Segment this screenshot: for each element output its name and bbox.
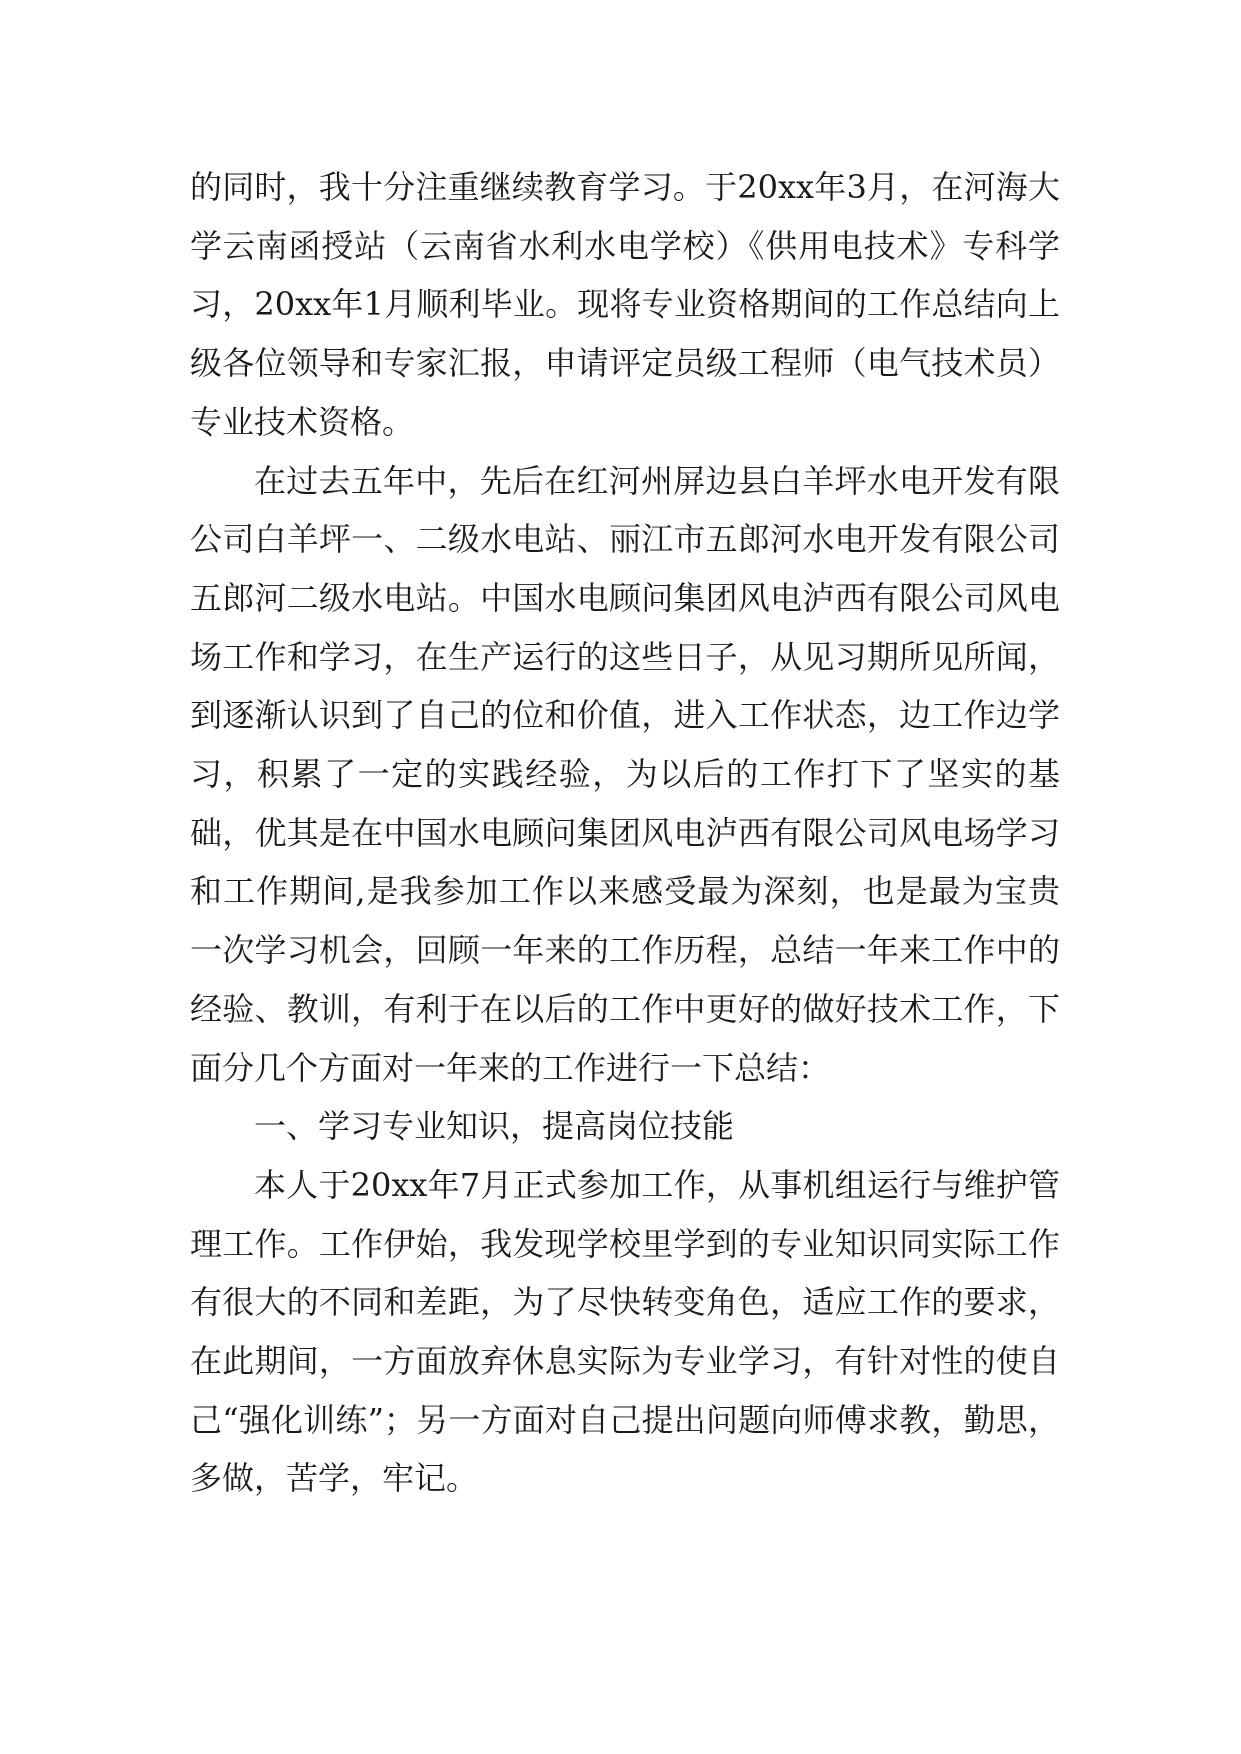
paragraph-work-history: 在过去五年中，先后在红河州屏边县白羊坪水电开发有限公司白羊坪一、二级水电站、丽江市五郎河水电开发有限公司五郎河二级水电站。中国水电顾问集团风电泸西有限公司风电场工作和学习，在生产运行的这些日子，从见习期所见所闻，到逐渐认识到了自己的位和价值，进入工作状态，边工作边学习，积累了一定的实践经验，为以后的工作打下了坚实的基础，优其是在中国水电顾问集团风电泸西有限公司风电场学习和工作期间,是我参加工作以来感受最为深刻，也是最为宝贵一次学习机会，回顾一年来的工作历程，总结一年来工作中的经验、教训，有利于在以后的工作中更好的做好技术工作，下面分几个方面对一年来的工作进行一下总结： [190,461,1060,1087]
paragraph-study: 本人于20xx年7月正式参加工作，从事机组运行与维护管理工作。工作伊始，我发现学校里学到的专业知识同实际工作有很大的不同和差距，为了尽快转变角色，适应工作的要求，在此期间，一方面放弃休息实际为专业学习，有针对性的使自己“强化训练”；另一方面对自己提出问题向师傅求教，勤思，多做，苦学，牢记。 [190,1165,1060,1498]
section-heading: 一、学习专业知识，提高岗位技能 [254,1107,735,1146]
paragraph-continuation: 的同时，我十分注重继续教育学习。于20xx年3月，在河海大学云南函授站（云南省水利水电学校）《供用电技术》专科学习，20xx年1月顺利毕业。现将专业资格期间的工作总结向上级各位领导和专家汇报，申请评定员级工程师（电气技术员）专业技术资格。 [190,168,1060,441]
document-body [190,158,1060,1508]
